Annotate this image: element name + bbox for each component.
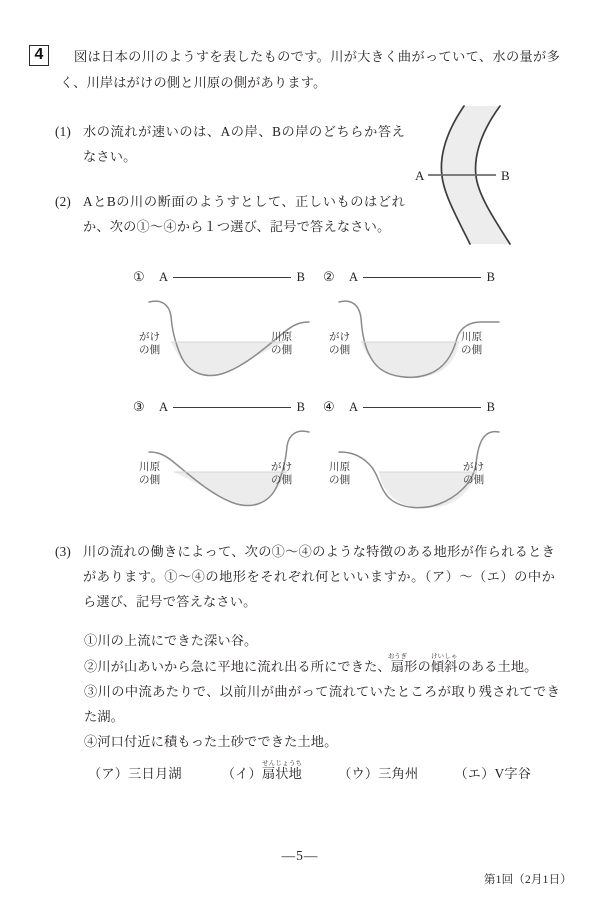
option-2-label-a: A — [349, 270, 359, 284]
landform-item-4 — [84, 729, 560, 754]
option-3-profile — [141, 416, 317, 520]
option-1-right-label: 川原 の側 — [271, 332, 293, 356]
option-2-ab-line — [363, 277, 481, 278]
sub-question-2-marker: (2) — [55, 194, 71, 209]
landform-item-1-text: 川の上流にできた深い谷。 — [97, 633, 258, 648]
answer-choice-u-marker: （ウ） — [338, 766, 379, 781]
exam-session-label: 第1回（2月1日） — [483, 874, 572, 886]
answer-choice-e-text: V字谷 — [494, 766, 532, 781]
landform-item-3-marker: ③ — [84, 684, 98, 699]
landform-item-2 — [84, 653, 560, 679]
option-3-marker: ③ — [133, 399, 145, 414]
landform-item-1-marker: ① — [84, 633, 98, 648]
landform-item-list — [84, 628, 560, 754]
option-1-left-label: がけ の側 — [139, 332, 161, 356]
answer-choice-e[interactable] — [454, 762, 531, 786]
landform-item-2-text-part2: 形の — [404, 659, 431, 674]
answer-choice-u[interactable] — [338, 762, 418, 786]
option-3-right-label: がけ の側 — [271, 462, 293, 486]
option-1-profile — [141, 286, 317, 390]
answer-choice-e-marker: （エ） — [454, 766, 495, 781]
landform-item-3 — [84, 679, 560, 729]
sub-question-1-marker: (1) — [55, 124, 71, 139]
sub-question-2-text: AとBの川の断面のようすとして、正しいものはどれか、次の①～④から１つ選び、記号で答えなさい。 — [83, 194, 405, 234]
option-2-profile — [331, 286, 507, 390]
sub-question-3 — [55, 539, 555, 614]
option-4-left-label: 川原 の側 — [329, 462, 351, 486]
option-4-label-b: B — [486, 400, 495, 414]
cross-section-option-4[interactable] — [323, 396, 508, 524]
option-4-right-label: がけ の側 — [463, 462, 485, 486]
answer-choice-a-text: 三日月湖 — [128, 766, 182, 781]
option-1-ab-row — [157, 269, 307, 285]
cross-section-option-1[interactable] — [133, 266, 318, 394]
option-3-ab-row — [157, 399, 307, 415]
option-1-label-b: B — [296, 270, 305, 284]
landform-item-4-marker: ④ — [84, 734, 98, 749]
option-4-marker: ④ — [323, 399, 335, 414]
sub-question-3-marker: (3) — [55, 544, 71, 559]
option-2-left-label: がけ の側 — [329, 332, 351, 356]
option-2-ab-row — [347, 269, 497, 285]
cross-section-option-3[interactable] — [133, 396, 318, 524]
option-3-label-b: B — [296, 400, 305, 414]
option-3-label-a: A — [159, 400, 169, 414]
river-label-a: A — [415, 168, 425, 183]
answer-choice-u-text: 三角州 — [378, 766, 419, 781]
option-3-ab-line — [173, 407, 291, 408]
option-1-marker: ① — [133, 269, 145, 284]
landform-item-2-text-part1: 川が山あいから急に平地に流れ出る所にできた、 — [97, 659, 391, 674]
option-4-ab-line — [363, 407, 481, 408]
answer-choice-a-marker: （ア） — [88, 766, 129, 781]
answer-choice-i[interactable] — [222, 760, 302, 786]
landform-item-2-ruby-keisha: 傾斜けいしゃ — [430, 653, 458, 674]
sub-question-3-text: 川の流れの働きによって、次の①～④のような特徴のある地形が作られるときがあります。①～④の地形をそれぞれ何といいますか。（ア）～（エ）の中から選び、記号で答えなさい。 — [83, 544, 555, 609]
sub-question-1-text: 水の流れが速いのは、Aの岸、Bの岸のどちらか答えなさい。 — [83, 124, 405, 164]
landform-item-2-marker: ② — [84, 659, 98, 674]
answer-choice-i-ruby: 扇状地せんじょうち — [261, 760, 303, 781]
option-2-marker: ② — [323, 269, 335, 284]
river-map-figure — [412, 104, 562, 246]
option-1-ab-line — [173, 277, 291, 278]
landform-item-2-ruby-ougi: 扇おうぎ — [387, 653, 408, 674]
option-2-right-label: 川原 の側 — [461, 332, 483, 356]
answer-choices-row — [88, 760, 558, 786]
option-4-profile — [331, 416, 507, 520]
cross-section-option-2[interactable] — [323, 266, 508, 394]
option-2-label-b: B — [486, 270, 495, 284]
landform-item-4-text: 河口付近に積もった土砂でできた土地。 — [97, 734, 338, 749]
river-label-b: B — [501, 168, 510, 183]
landform-item-3-text: 川の中流あたりで、以前川が曲がって流れていたところが取り残されてできた湖。 — [84, 684, 560, 724]
option-4-label-a: A — [349, 400, 359, 414]
sub-question-1 — [55, 119, 405, 169]
answer-choice-i-marker: （イ） — [221, 766, 262, 781]
option-4-ab-row — [347, 399, 497, 415]
question-intro-text: 図は日本の川のようすを表したものです。川が大きく曲がっていて、水の量が多く、川岸はがけの側と川原の側があります。 — [60, 49, 560, 90]
option-1-label-a: A — [159, 270, 169, 284]
landform-item-2-text-part3: のある土地。 — [457, 659, 538, 674]
page-number: —5— — [281, 848, 319, 863]
river-map-svg — [412, 104, 562, 246]
question-number-box: 4 — [29, 45, 49, 66]
option-2-water-fill — [361, 342, 459, 378]
option-3-left-label: 川原 の側 — [139, 462, 161, 486]
sub-question-2 — [55, 189, 405, 239]
answer-choice-a[interactable] — [88, 762, 182, 786]
landform-item-1 — [84, 628, 560, 653]
